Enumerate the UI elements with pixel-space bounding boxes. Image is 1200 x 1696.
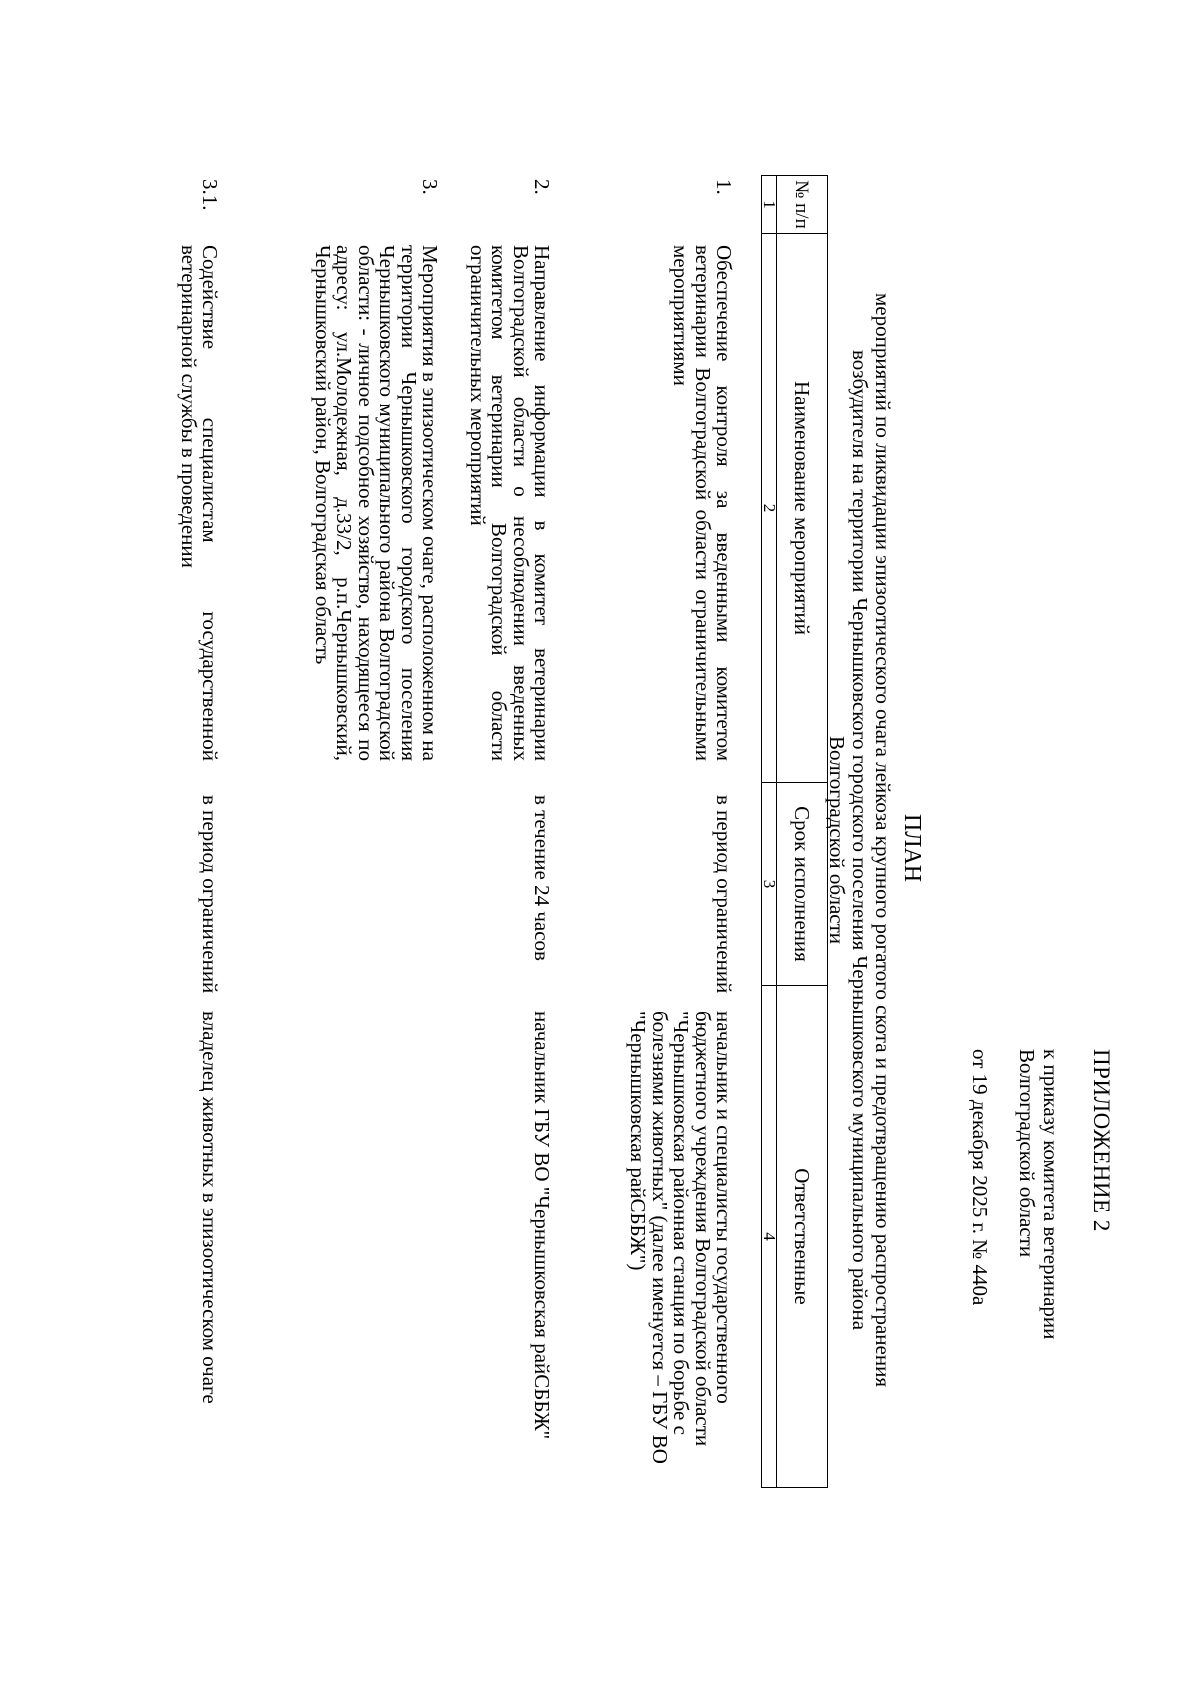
row-deadline: в течение 24 часов bbox=[530, 795, 554, 961]
header-activity-name: Наименование мероприятий bbox=[777, 234, 828, 783]
row-responsible: начальник ГБУ ВО "Чернышковская райСББЖ" bbox=[530, 1011, 554, 1440]
row-deadline: в период ограничений bbox=[712, 795, 736, 994]
row-deadline: в период ограничений bbox=[198, 795, 222, 994]
appendix-order-line1: к приказу комитета ветеринарии bbox=[1039, 1049, 1063, 1340]
plan-subtitle bbox=[825, 190, 894, 1490]
row-activity: Направление информации в комитет ветеринарии Волгоградской области о несоблюдении введенных комитетом ветеринарии Волгоградской области ограничительных мероприятий bbox=[465, 245, 554, 761]
plan-subtitle-line3: Волгоградской области bbox=[824, 735, 849, 945]
column-number-3: 3 bbox=[762, 783, 777, 986]
table-column-number-row bbox=[762, 176, 777, 1488]
row-activity: Мероприятия в эпизоотическом очаге, расположенном на территории Чернышковского городского поселения Чернышковского муниципального района Волгоградской области: - личное подсобное хозяйство, находящееся по адресу: ул.Молодежная, д.33/2, р.п.Чернышковский, Чернышковский район, Волгоградская область bbox=[310, 245, 442, 761]
row-number: 2. bbox=[530, 179, 554, 195]
row-activity: Обеспечение контроля за введенными комитетом ветеринарии Волгоградской области ограничительными мероприятиями bbox=[669, 245, 736, 761]
header-number: № п/п bbox=[777, 176, 828, 234]
table-header-row bbox=[777, 176, 828, 1488]
header-responsible: Ответственные bbox=[777, 986, 828, 1488]
row-responsible: начальник и специалисты государственного бюджетного учреждения Волгоградской области "Чернышковская районная станция по борьбе с болезнями животных" (далее именуется – ГБУ ВО "Чернышковская райСББЖ") bbox=[626, 1011, 736, 1464]
column-number-4: 4 bbox=[762, 986, 777, 1488]
plan-table-header bbox=[761, 175, 828, 1488]
appendix-order-date: от 19 декабря 2025 г. № 440а bbox=[968, 1049, 992, 1306]
column-number-2: 2 bbox=[762, 234, 777, 783]
row-number: 3.1. bbox=[198, 179, 222, 211]
column-number-1: 1 bbox=[762, 176, 777, 234]
plan-title: ПЛАН bbox=[899, 813, 925, 883]
appendix-title: ПРИЛОЖЕНИЕ 2 bbox=[1089, 1049, 1114, 1232]
plan-subtitle-line1: мероприятий по ликвидации эпизоотического очага лейкоза крупного рогатого скота и предотвращению распространения bbox=[871, 293, 895, 1387]
row-responsible: владелец животных в эпизоотическом очаге bbox=[198, 1011, 222, 1404]
header-deadline: Срок исполнения bbox=[777, 783, 828, 986]
row-number: 3. bbox=[418, 179, 442, 195]
row-activity: Содействие специалистам государственной ветеринарной службы в проведении bbox=[176, 245, 222, 761]
row-number: 1. bbox=[712, 179, 736, 195]
plan-subtitle-line2: возбудителя на территории Чернышковского городского поселения Чернышковского муниципального района bbox=[847, 349, 872, 1331]
appendix-order-line2: Волгоградской области bbox=[1015, 1049, 1039, 1258]
